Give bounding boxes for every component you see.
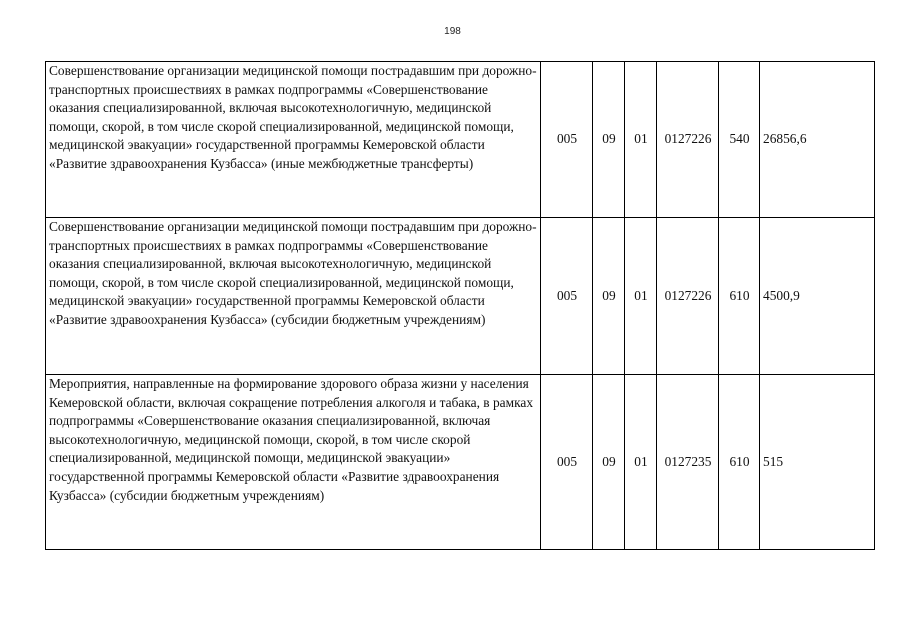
table-row bbox=[46, 218, 875, 375]
target-article-code: 0127235 bbox=[657, 375, 719, 550]
ministry-code: 005 bbox=[541, 218, 593, 375]
subsection-code: 01 bbox=[625, 62, 657, 218]
amount: 515 bbox=[760, 375, 875, 550]
expense-type-code: 610 bbox=[719, 375, 760, 550]
table-row bbox=[46, 62, 875, 218]
section-code: 09 bbox=[593, 62, 625, 218]
amount: 4500,9 bbox=[760, 218, 875, 375]
amount: 26856,6 bbox=[760, 62, 875, 218]
ministry-code: 005 bbox=[541, 375, 593, 550]
budget-table bbox=[45, 61, 875, 550]
ministry-code: 005 bbox=[541, 62, 593, 218]
subsection-code: 01 bbox=[625, 218, 657, 375]
target-article-code: 0127226 bbox=[657, 62, 719, 218]
expense-type-code: 610 bbox=[719, 218, 760, 375]
expense-type-code: 540 bbox=[719, 62, 760, 218]
expense-description: Мероприятия, направленные на формирование здорового образа жизни у населения Кемеровской области, включая сокращение потребления алкоголя и табака, в рамках подпрограммы «Совершенствование оказания специализированной, включая высокотехнологичную, медицинской помощи, скорой, в том числе скорой специализированной, медицинской помощи, медицинской эвакуации» государственной программы Кемеровской области «Развитие здравоохранения Кузбасса» (субсидии бюджетным учреждениям) bbox=[46, 375, 541, 550]
expense-description: Совершенствование организации медицинской помощи пострадавшим при дорожно-транспортных происшествиях в рамках подпрограммы «Совершенствование оказания специализированной, включая высокотехнологичную, медицинской помощи, скорой, в том числе скорой специализированной, медицинской помощи, медицинской эвакуации» государственной программы Кемеровской области «Развитие здравоохранения Кузбасса» (иные межбюджетные трансферты) bbox=[46, 62, 541, 218]
table-row bbox=[46, 375, 875, 550]
section-code: 09 bbox=[593, 218, 625, 375]
subsection-code: 01 bbox=[625, 375, 657, 550]
expense-description: Совершенствование организации медицинской помощи пострадавшим при дорожно-транспортных происшествиях в рамках подпрограммы «Совершенствование оказания специализированной, включая высокотехнологичную, медицинской помощи, скорой, в том числе скорой специализированной, медицинской помощи, медицинской эвакуации» государственной программы Кемеровской области «Развитие здравоохранения Кузбасса» (субсидии бюджетным учреждениям) bbox=[46, 218, 541, 375]
page-number: 198 bbox=[444, 26, 461, 37]
target-article-code: 0127226 bbox=[657, 218, 719, 375]
section-code: 09 bbox=[593, 375, 625, 550]
